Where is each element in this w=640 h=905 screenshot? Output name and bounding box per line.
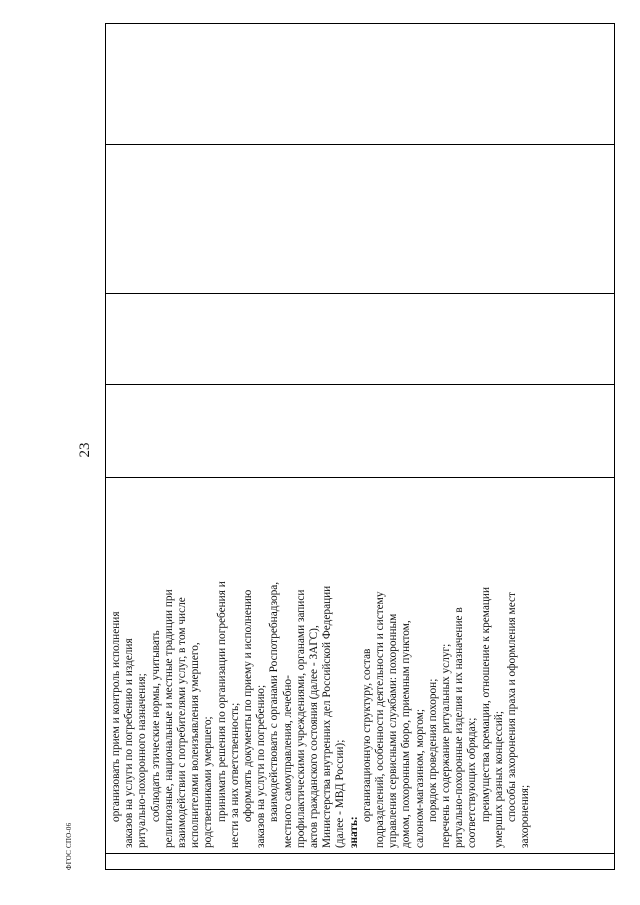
text-line: ритуально-похоронного назначения; <box>136 673 149 848</box>
text-line: (далее - МВД России); <box>334 739 347 848</box>
text-line: актов гражданского состояния (далее - ЗАГС), <box>308 625 321 848</box>
text-line: Министерства внутренних дел Российской Федерации <box>321 585 334 848</box>
text-line: перечень и содержание ритуальных услуг; <box>440 643 453 848</box>
text-line: управления сервисными службами: похоронным <box>387 613 400 848</box>
text-line: порядок проведения похорон; <box>426 678 439 822</box>
text-line: принимать решения по организации погребения и <box>215 581 228 822</box>
text-line: профилактическими учреждениями, органами записи <box>294 589 307 848</box>
table-cell-3 <box>106 385 615 478</box>
text-line: преимущества кремации, отношение к кремации <box>479 586 492 822</box>
text-line: захоронения; <box>519 784 532 848</box>
table-cell-skills <box>106 478 615 854</box>
text-line: родственниками умершего; <box>202 716 215 848</box>
text-line: местного самоуправления, лечебно- <box>281 675 294 848</box>
text-line: домом, похоронным бюро, приемным пунктом, <box>400 620 413 848</box>
text-line: религиозные, национальные и местные традиции при <box>162 589 175 848</box>
document-footer: ФГОС СПО-06 <box>65 822 73 870</box>
text-line: заказов на услуги по погребению; <box>255 684 268 848</box>
table-cell-5 <box>106 145 615 294</box>
standards-table <box>105 23 615 870</box>
text-line: соблюдать этические нормы, учитывать <box>149 630 162 822</box>
rotated-page <box>60 30 620 870</box>
text-line: подразделений, особенности деятельности и систему <box>374 591 387 848</box>
text-line: соответствующих обрядах; <box>466 717 479 848</box>
text-line: способы захоронения праха и оформления мест <box>506 592 519 822</box>
table-row <box>106 24 615 870</box>
text-line: взаимодействовать с органами Роспотребнадзора, <box>268 581 281 822</box>
skills-text-block <box>106 478 535 853</box>
text-line: знать: <box>347 816 360 848</box>
text-line: заказов на услуги по погребению и изделия <box>123 638 136 848</box>
table-cell-6 <box>106 24 615 145</box>
text-line: исполнителями волеизъявления умершего, <box>189 642 202 848</box>
text-line: взаимодействии с потребителями услуг, в том числе <box>176 597 189 848</box>
page-number: 23 <box>77 442 93 458</box>
text-line: умерших разных концессий; <box>492 711 505 848</box>
text-line: салоном-магазином, моргом; <box>413 709 426 848</box>
text-line: организовать прием и контроль исполнения <box>110 611 122 822</box>
text-line: ритуально-похоронные изделия и их назначение в <box>453 607 466 848</box>
table-cell-index <box>106 854 615 870</box>
text-line: организационную структуру, состав <box>360 648 373 822</box>
text-line: оформлять документы по приему и исполнению <box>242 589 255 822</box>
table-cell-4 <box>106 294 615 385</box>
text-line: нести за них ответственность; <box>228 702 241 848</box>
